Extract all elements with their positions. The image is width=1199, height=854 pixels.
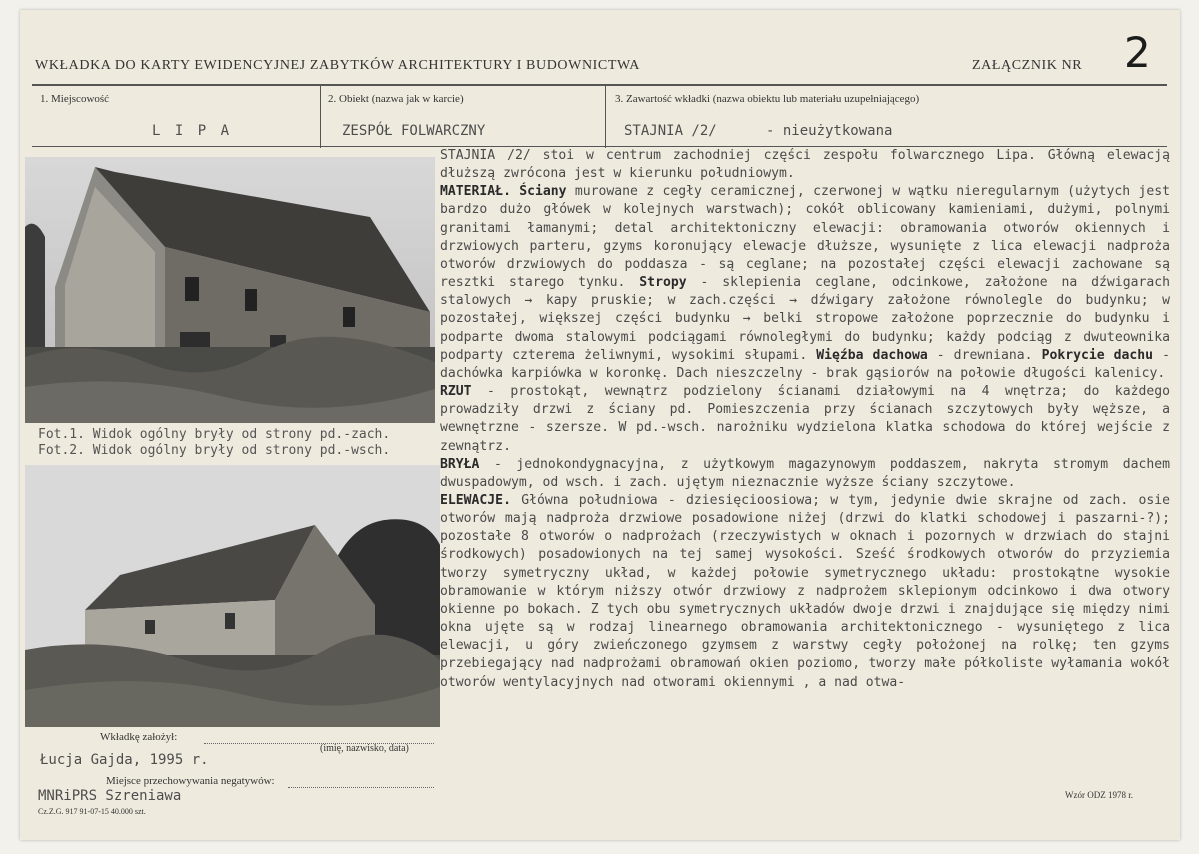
print-info: Cz.Z.G. 917 91-07-15 40.000 szt. — [38, 807, 146, 816]
field-locality-label: 1. Miejscowość — [40, 93, 110, 105]
negatives-value: MNRiPRS Szreniawa — [38, 788, 182, 804]
negatives-label: Miejsce przechowywania negatywów: — [106, 775, 275, 787]
description-lead: Więźba dachowa — [816, 347, 928, 363]
name-hint: (imię, nazwisko, data) — [320, 743, 409, 754]
description-para-1 — [440, 147, 1170, 383]
description-lead: BRYŁA — [440, 456, 480, 472]
made-by-value: Łucja Gajda, 1995 r. — [40, 752, 209, 768]
description-text: - jednokondygnacyjna, z użytkowym magazynowym poddaszem, nakryta stromym dachem dwuspadowym, od wsch. i zach. ujętym nieznacznie wyższe ściany szczytowe. — [440, 456, 1170, 490]
description-text: STAJNIA /2/ stoi w centrum zachodniej części zespołu folwarcznego Lipa. Główną elewacją dłuższą zwrócona jest w kierunku południowym. — [440, 148, 1170, 182]
description-text: - dachówka karpiówka w koronkę. Dach nieszczelny - brak gąsiorów na połowie długości kalenicy. — [440, 347, 1170, 381]
photo-2-caption: Fot.2. Widok ogólny bryły od strony pd.-wsch. — [38, 443, 391, 458]
description-text: murowane z cegły ceramicznej, czerwonej w wątku nieregularnym (użytych jest bardzo dużo główek w kolejnych warstwach); cokół oblicowany kamieniami, dużymi, polnymi granitami łamanymi; detal architektoniczny elewacji: obramowania otworów okiennych i drzwiowych parteru, gzyms koronujący elewacje dłuższe, wysunięte z lica elewacji nadproża otworów drzwiowych do poddasza - są ceglane; na pozostałej części elewacji zachowane są resztki starego tynku. — [440, 184, 1170, 291]
field-content-label: 3. Zawartość wkładki (nazwa obiektu lub materiału uzupełniającego) — [615, 93, 920, 105]
field-content-value: STAJNIA /2/ — [624, 123, 717, 139]
field-object-label: 2. Obiekt (nazwa jak w karcie) — [328, 93, 464, 105]
form-info: Wzór ODZ 1978 r. — [1065, 790, 1133, 800]
description-lead: ELEWACJE. — [440, 492, 511, 508]
field-divider-2 — [605, 86, 606, 148]
negatives-line — [288, 787, 434, 788]
photo-1 — [25, 157, 435, 423]
description-lead: MATERIAŁ. Ściany — [440, 184, 567, 200]
description-para-2 — [440, 383, 1170, 692]
photo-2 — [25, 465, 440, 727]
photo-2-image — [25, 465, 440, 727]
attachment-label: ZAŁĄCZNIK NR — [972, 58, 1083, 73]
card — [20, 10, 1180, 840]
field-object-value: ZESPÓŁ FOLWARCZNY — [342, 123, 486, 139]
description-text: - sklepienia ceglane, odcinkowe, założone na dźwigarach stalowych → kapy pruskie; w zach.części → dźwigary założone równolegle do budynku; w pozostałej, większej części budynku → belki stropowe założone poprzecznie do budynku i podparte dwoma stalowymi podciągami równoległymi do budynku; każdy podciąg z dwuteownika podparty czterema żeliwnymi, wysokimi słupami. — [440, 275, 1170, 363]
form-title: WKŁADKA DO KARTY EWIDENCYJNEJ ZABYTKÓW ARCHITEKTURY I BUDOWNICTWA — [35, 58, 640, 73]
field-content-status: - nieużytkowana — [766, 123, 893, 139]
field-locality-value: L I P A — [152, 123, 233, 139]
photo-1-caption: Fot.1. Widok ogólny bryły od strony pd.-zach. — [38, 427, 391, 442]
description-text: - prostokąt, wewnątrz podzielony ścianami działowymi na 4 wnętrza; do każdego prowadziły drzwi z ściany pd. Pomieszczenia przy ścianach szczytowych były węższe, a wewnętrzne - szersze. W pd.-wsch. narożniku wydzielona klatka schodowa do której wejście z zewnątrz. — [440, 384, 1170, 454]
field-divider-1 — [320, 86, 321, 148]
description-text: Główna południowa - dziesięcioosiowa; w tym, jedynie dwie skrajne od zach. osie otworów mają nadproża drzwiowe posadowione niżej (drzwi do klatki schodowej i paszarni-?); pozostałe 8 otworów o nadprożach (rzeczywistych w oknach i pozornych w drzwiach do stajni środkowych) posadowionych na tej samej wysokości. Sześć środkowych otworów do przyziemia tworzy symetryczny układ, w każdej połowie symetrycznego układu: prostokątne wysokie obramowanie w którym niższy otwór drzwiowy z nadprożem sklepionym odcinkowo i dwa otwory okienne po bokach. Z tych obu symetrycznych układów dwoje drzwi i znajdujące się między nimi okna ujęte są w rodzaj linearnego obramowania architektonicznego - wysuniętego z lica elewacji, u góry zwieńczonego gzymsem z warstwy cegły położonej na rolkę; ten gzyms przebiegający nad nadprożami obramowań okien poziomo, tworzy małe półkoliste wyłamania wokół otworów wentylacyjnych nad otworami okiennymi , a nad otwa- — [440, 492, 1170, 690]
description-lead: RZUT — [440, 384, 472, 400]
made-by-label: Wkładkę założył: — [100, 731, 178, 743]
photo-1-image — [25, 157, 435, 423]
header-rule — [32, 84, 1167, 86]
description-lead: Pokrycie dachu — [1041, 347, 1154, 363]
description-text: - drewniana. — [927, 347, 1033, 363]
description — [440, 147, 1170, 692]
description-lead: Stropy — [639, 275, 687, 291]
attachment-number: 2 — [1124, 28, 1151, 77]
